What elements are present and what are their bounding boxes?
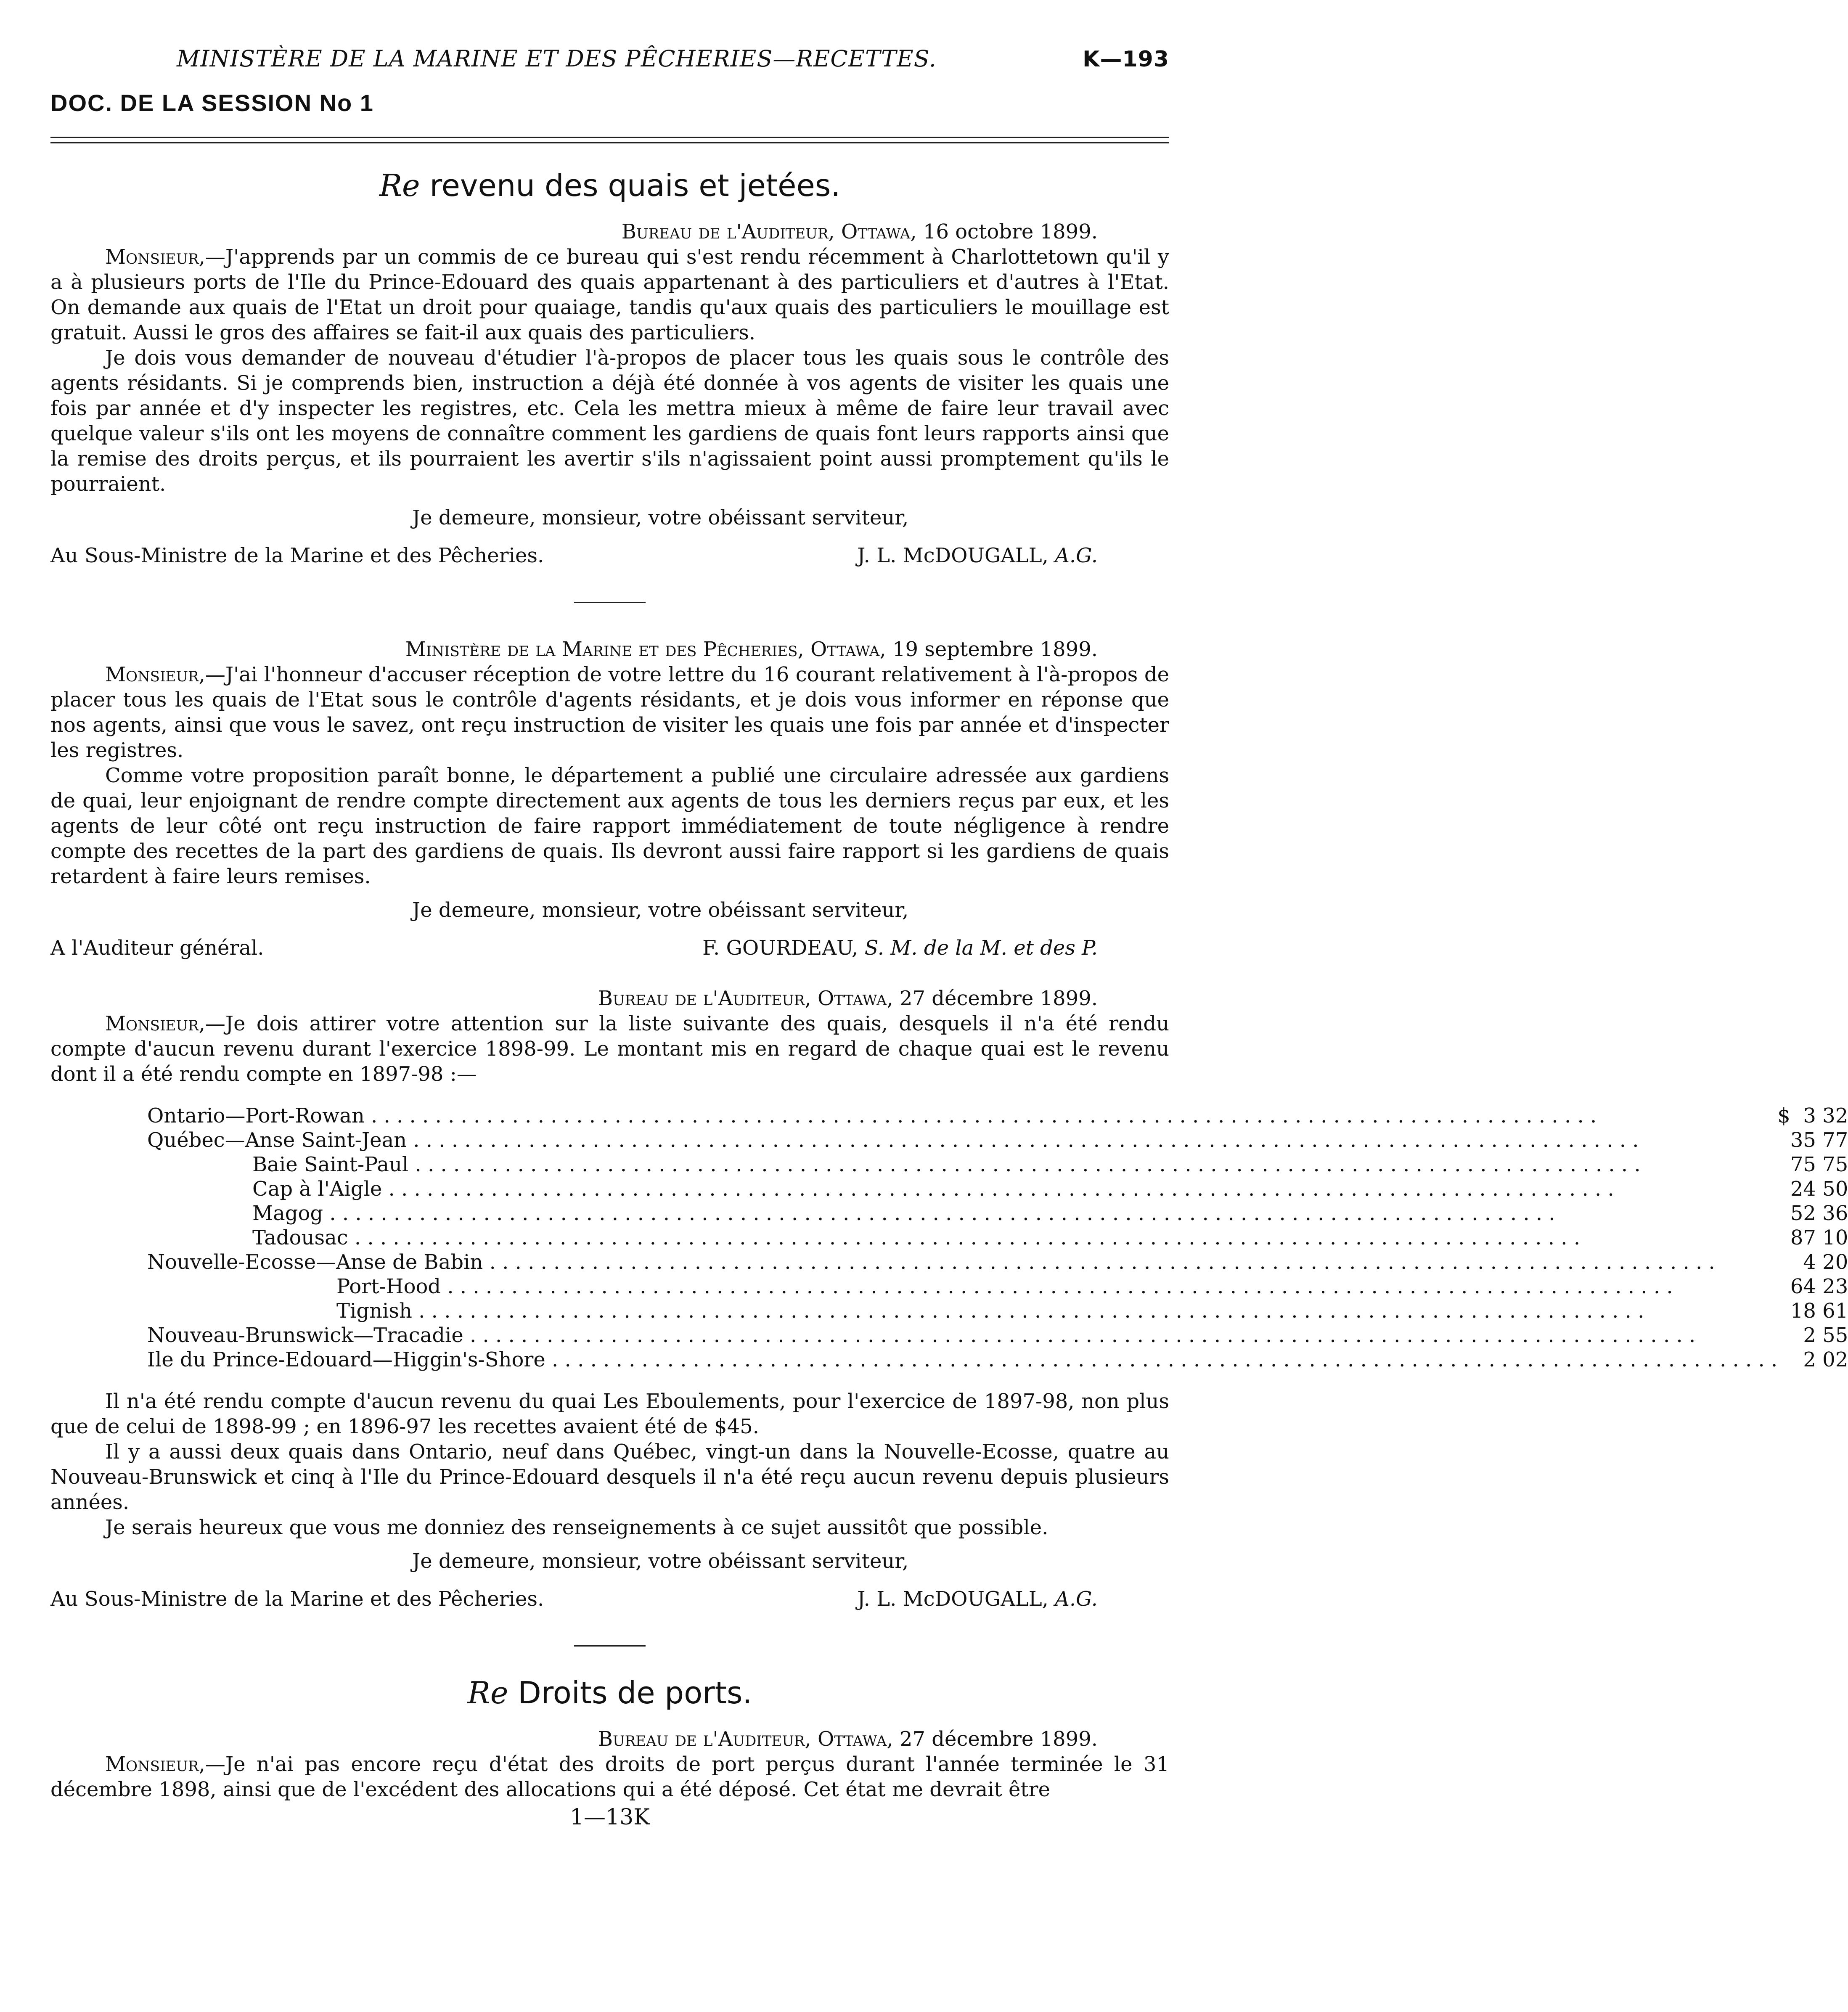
wharf-name: Magog . . . (147, 1202, 1555, 1225)
closing: Je demeure, monsieur, votre obéissant serviteur, (412, 1549, 909, 1573)
wharf-amount: 24 50 (1790, 1177, 1848, 1201)
closing: Je demeure, monsieur, votre obéissant serviteur, (412, 506, 909, 529)
signature-name: F. GOURDEAU, (702, 936, 858, 960)
dateline-place: Bureau de l'Auditeur, Ottawa, (621, 220, 917, 244)
dollar-sign (1777, 1201, 1790, 1226)
dollar-sign (1777, 1152, 1790, 1177)
dateline-date: 16 octobre 1899. (923, 220, 1098, 244)
salutation: Monsieur, (105, 1012, 205, 1035)
wharf-amount: 87 10 (1790, 1226, 1848, 1250)
section-title-ports (50, 1675, 1169, 1710)
dateline-place: Ministère de la Marine et des Pêcheries, Ottawa, (405, 638, 886, 661)
dateline-place: Bureau de l'Auditeur, Ottawa, (598, 987, 893, 1010)
dollar-sign (1777, 1128, 1790, 1152)
addressee: Au Sous-Ministre de la Marine et des Pêcheries. (50, 1587, 544, 1611)
dollar-sign (1777, 1274, 1790, 1299)
dollar-sign (1777, 1226, 1790, 1250)
dollar-sign (1777, 1299, 1790, 1323)
letter-2 (50, 637, 1169, 961)
letter-1 (50, 219, 1169, 568)
signature-line (50, 543, 1169, 568)
wharf-name: Québec—Anse Saint-Jean . . . (147, 1128, 1639, 1152)
closing: Je demeure, monsieur, votre obéissant serviteur, (412, 898, 909, 922)
separator-rule (574, 602, 646, 603)
dateline (50, 219, 1169, 244)
wharf-amount: 3 32 (1803, 1104, 1848, 1128)
header-rule (50, 137, 1169, 143)
wharf-amount: 75 75 (1790, 1153, 1848, 1176)
wharf-name: Nouvelle-Ecosse—Anse de Babin . . . (147, 1250, 1715, 1274)
wharf-amount: 35 77 (1790, 1128, 1848, 1152)
wharf-name: Baie Saint-Paul . . . (147, 1153, 1641, 1176)
wharf-amount: 2 55 (1803, 1324, 1848, 1347)
wharf-name-cell (147, 1128, 1777, 1152)
wharf-name: Tadousac . . . (147, 1226, 1580, 1250)
wharf-amount: 64 23 (1790, 1275, 1848, 1298)
paragraph-text: —Je n'ai pas encore reçu d'état des droits de port perçus durant l'année terminée le 31 décembre 1898, ainsi que de l'excédent des allocations qui a été déposé. Cet état me devrait être (50, 1753, 1169, 1801)
salutation: Monsieur, (105, 245, 205, 269)
letter-4 (50, 1726, 1169, 1802)
section-title-re: Re (379, 168, 420, 203)
table-row (147, 1201, 1848, 1226)
wharf-name: Ontario—Port-Rowan . . . (147, 1104, 1596, 1128)
wharf-name: Ile du Prince-Edouard—Higgin's-Shore . . . (147, 1348, 1777, 1371)
wharf-amount: 4 20 (1803, 1250, 1848, 1274)
dateline-place: Bureau de l'Auditeur, Ottawa, (598, 1727, 893, 1751)
signature-name: J. L. McDOUGALL, (857, 1587, 1048, 1611)
paragraph-text: —J'ai l'honneur d'accuser réception de votre lettre du 16 courant relativement à l'à-propos de placer tous les quais de l'Etat sous le contrôle d'agents résidants, et je dois vous informer en réponse que nos agents, ainsi que vous le savez, ont reçu instruction de visiter les quais une fois par année et d'inspecter les registres. (50, 663, 1169, 762)
paragraph (50, 662, 1169, 763)
paragraph: Comme votre proposition paraît bonne, le département a publié une circulaire adressée aux gardiens de quai, leur enjoignant de rendre compte directement aux agents de tous les derniers reçus par eux, et les agents de leur côté ont reçu instruction de faire rapport immédiatement de toute négligence à rendre compte des recettes de la part des gardiens de quais. Ils devront aussi faire rapport si les gardiens de quais retardent à faire leurs remises. (50, 764, 1169, 888)
addressee: A l'Auditeur général. (50, 936, 264, 960)
signature-mark: 1—13K (569, 1805, 650, 1830)
session-label: DOC. DE LA SESSION No 1 (50, 90, 374, 116)
section-title-text: Droits de ports. (518, 1675, 752, 1710)
paragraph: Il n'a été rendu compte d'aucun revenu du quai Les Eboulements, pour l'exercice de 1897-98, non plus que de celui de 1898-99 ; en 1896-97 les recettes avaient été de $45. (50, 1390, 1169, 1438)
addressee: Au Sous-Ministre de la Marine et des Pêcheries. (50, 544, 544, 567)
table-row (147, 1348, 1848, 1372)
paragraph (50, 1011, 1169, 1087)
signature-title: A.G. (1055, 544, 1098, 567)
dateline-date: 27 décembre 1899. (899, 987, 1098, 1010)
paragraph: Je dois vous demander de nouveau d'étudier l'à-propos de placer tous les quais sous le contrôle des agents résidants. Si je comprends bien, instruction a déjà été donnée à vos agents de visiter les quais une fois par année et d'y inspecter les registres, etc. Cela les mettra mieux à même de faire leur travail avec quelque valeur s'ils ont les moyens de connaître comment les gardiens de quais font leurs rapports ainsi que la remise des droits perçus, et ils pourraient les avertir s'ils n'agissaient point aussi promptement qu'ils le pourraient. (50, 346, 1169, 496)
wharf-name-cell (147, 1104, 1777, 1128)
table-row (147, 1274, 1848, 1299)
dollar-sign (1777, 1177, 1790, 1201)
paragraph: Il y a aussi deux quais dans Ontario, neuf dans Québec, vingt-un dans la Nouvelle-Ecosse, quatre au Nouveau-Brunswick et cinq à l'Ile du Prince-Edouard desquels il n'a été reçu aucun revenu depuis plusieurs années. (50, 1440, 1169, 1514)
table-row (147, 1128, 1848, 1152)
signature-title: S. M. de la M. et des P. (864, 936, 1098, 960)
dateline (50, 1726, 1169, 1752)
signature-line (50, 1586, 1169, 1612)
paragraph-text: —J'apprends par un commis de ce bureau qui s'est rendu récemment à Charlottetown qu'il y a à plusieurs ports de l'Ile du Prince-Edouard des quais appartenant à des particuliers et d'autres à l'Etat. On demande aux quais de l'Etat un droit pour quaiage, tandis qu'aux quais des particuliers le mouillage est gratuit. Aussi le gros des affaires se fait-il aux quais des particuliers. (50, 245, 1169, 344)
dateline-date: 27 décembre 1899. (899, 1727, 1098, 1751)
dollar-sign (1777, 1348, 1790, 1372)
page-number: K—193 (1083, 47, 1169, 72)
signature-title: A.G. (1055, 1587, 1098, 1611)
table-row (147, 1177, 1848, 1201)
wharf-name-cell (147, 1201, 1777, 1226)
wharf-name-cell (147, 1323, 1777, 1348)
paragraph (50, 1752, 1169, 1802)
paragraph: Je serais heureux que vous me donniez des renseignements à ce sujet aussitôt que possible. (105, 1516, 1048, 1539)
wharf-name-cell (147, 1152, 1777, 1177)
dollar-sign (1777, 1250, 1790, 1274)
paragraph-text: —Je dois attirer votre attention sur la liste suivante des quais, desquels il n'a été rendu compte d'aucun revenu durant l'exercice 1898-99. Le montant mis en regard de chaque quai est le revenu dont il a été rendu compte en 1897-98 :— (50, 1012, 1169, 1086)
salutation: Monsieur, (105, 1753, 205, 1776)
table-row (147, 1250, 1848, 1274)
signature (857, 1586, 1098, 1612)
wharf-amount: 18 61 (1790, 1299, 1848, 1323)
dateline (50, 637, 1169, 662)
wharf-name-cell (147, 1299, 1777, 1323)
table-row (147, 1323, 1848, 1348)
wharf-name: Cap à l'Aigle . . . (147, 1177, 1614, 1201)
section-title-text: revenu des quais et jetées. (429, 168, 841, 203)
running-title: MINISTÈRE DE LA MARINE ET DES PÊCHERIES—RECETTES. (177, 45, 937, 72)
running-header (50, 46, 1169, 72)
signature-name: J. L. McDOUGALL, (857, 544, 1048, 567)
signature (702, 935, 1098, 961)
section-title-quais (50, 168, 1169, 203)
table-row (147, 1104, 1848, 1128)
dollar-sign (1777, 1323, 1790, 1348)
salutation: Monsieur, (105, 663, 205, 686)
wharf-name-cell (147, 1226, 1777, 1250)
table-row (147, 1299, 1848, 1323)
separator-rule (574, 1645, 646, 1647)
wharf-name-cell (147, 1250, 1777, 1274)
wharf-amount: 52 36 (1790, 1202, 1848, 1225)
paragraph (50, 244, 1169, 345)
wharf-amount: 2 02 (1803, 1348, 1848, 1371)
letter-3 (50, 986, 1848, 1612)
wharf-name: Nouveau-Brunswick—Tracadie . . . (147, 1324, 1695, 1347)
table-row (147, 1152, 1848, 1177)
dateline (50, 986, 1169, 1011)
table-row (147, 1226, 1848, 1250)
dollar-sign: $ (1777, 1104, 1790, 1128)
wharf-name: Tignish . . . (147, 1299, 1644, 1323)
section-title-re: Re (467, 1675, 508, 1710)
wharf-name-cell (147, 1274, 1777, 1299)
wharf-name-cell (147, 1348, 1777, 1372)
signature-line (50, 935, 1169, 961)
dateline-date: 19 septembre 1899. (892, 638, 1098, 661)
document-page (50, 45, 1848, 1830)
wharf-name: Port-Hood . . . (147, 1275, 1673, 1298)
wharf-revenue-table (147, 1104, 1848, 1372)
signature (857, 543, 1098, 568)
wharf-name-cell (147, 1177, 1777, 1201)
